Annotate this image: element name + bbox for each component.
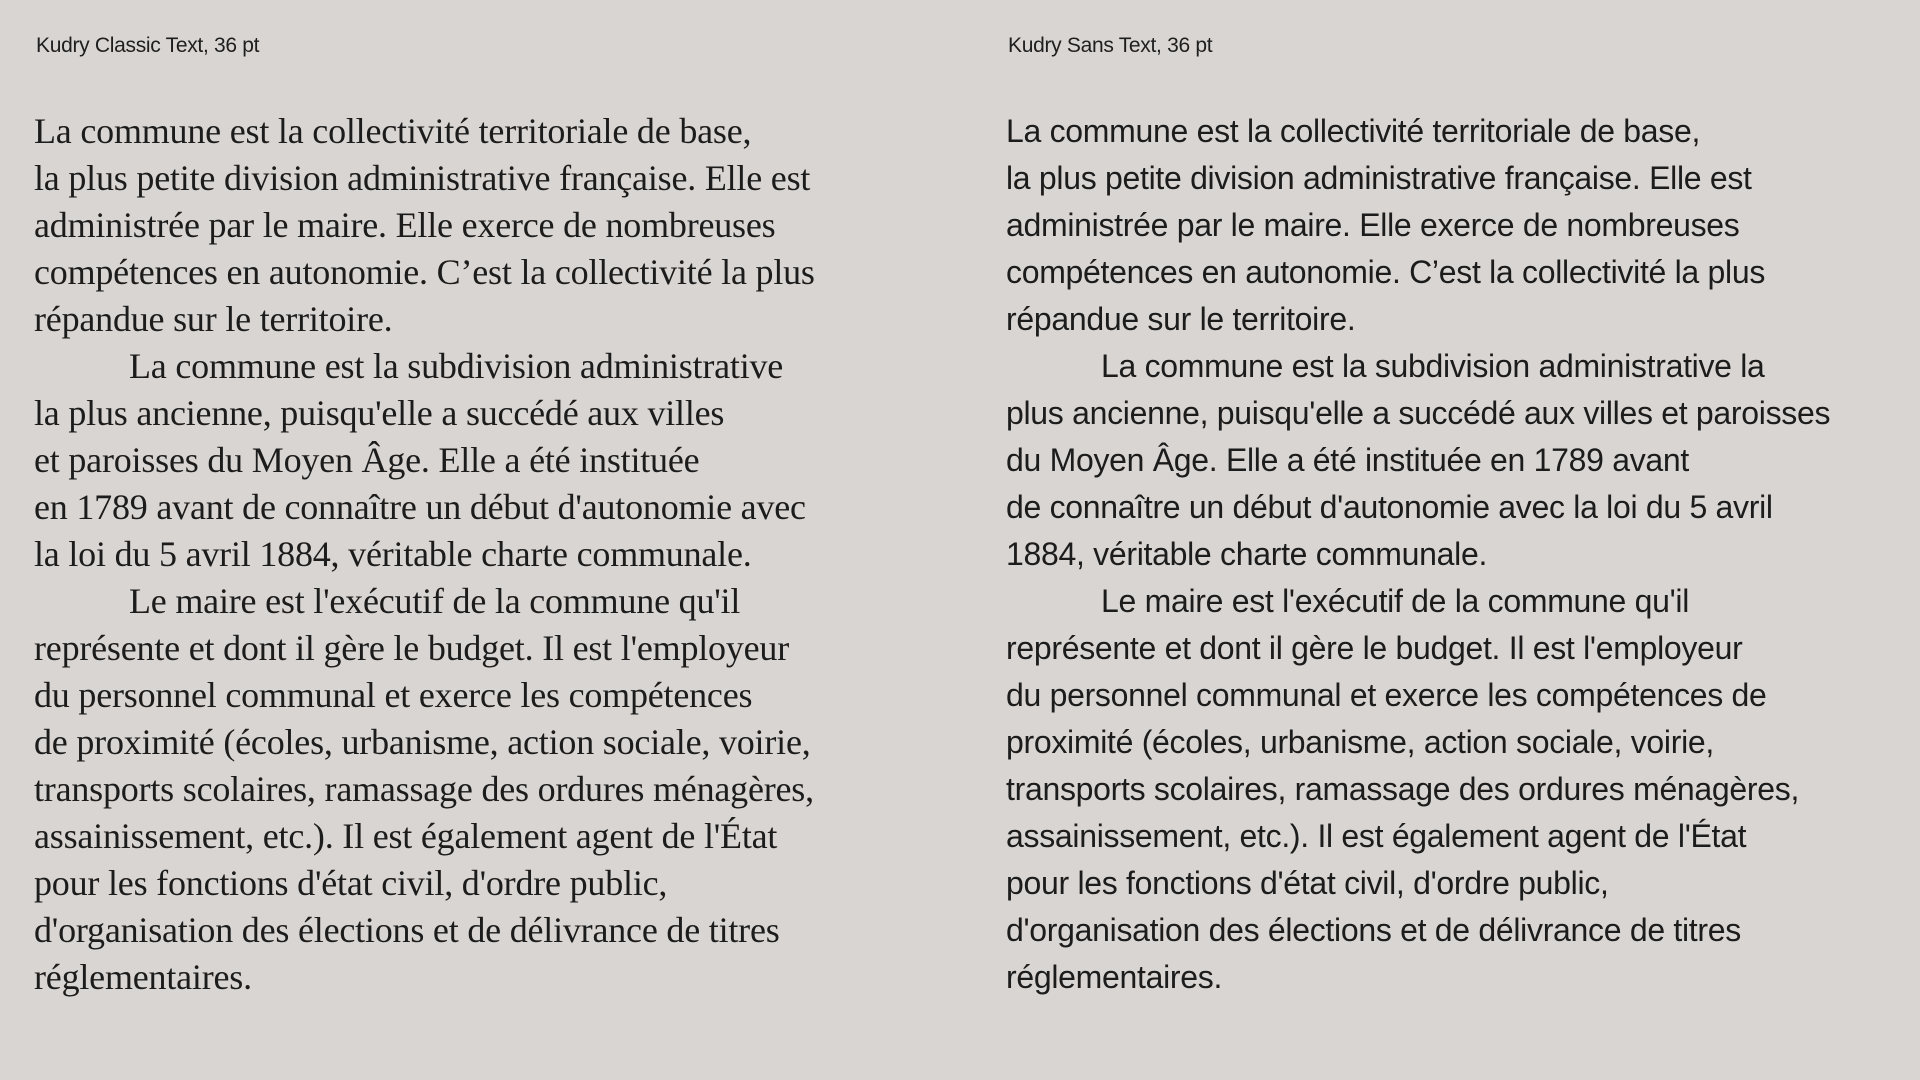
font-label: Kudry Classic Text, 36 pt — [36, 34, 260, 57]
text-line: répandue sur le territoire. — [1006, 301, 1356, 337]
text-line: plus ancienne, puisqu'elle a succédé aux villes et paroisses — [1006, 395, 1831, 431]
text-line: et paroisses du Moyen Âge. Elle a été instituée — [34, 440, 700, 480]
text-line: de proximité (écoles, urbanisme, action sociale, voirie, — [34, 722, 811, 762]
font-label: Kudry Sans Text, 36 pt — [1008, 34, 1213, 57]
text-line: d'organisation des élections et de délivrance de titres — [34, 910, 780, 950]
text-line: proximité (écoles, urbanisme, action sociale, voirie, — [1006, 724, 1714, 760]
text-line: réglementaires. — [34, 957, 252, 997]
text-line: transports scolaires, ramassage des ordures ménagères, — [34, 769, 814, 809]
text-line: réglementaires. — [1006, 959, 1223, 995]
text-line: La commune est la collectivité territoriale de base, — [1006, 113, 1701, 149]
text-line: en 1789 avant de connaître un début d'autonomie avec — [34, 487, 806, 527]
text-line: La commune est la subdivision administrative — [129, 346, 784, 386]
text-line: du Moyen Âge. Elle a été instituée en 1789 avant — [1006, 442, 1689, 478]
text-line: du personnel communal et exerce les compétences de — [1006, 677, 1767, 713]
text-line: la plus petite division administrative française. Elle est — [1006, 160, 1752, 196]
text-line: La commune est la collectivité territoriale de base, — [34, 111, 752, 151]
text-line: du personnel communal et exerce les compétences — [34, 675, 753, 715]
text-line: pour les fonctions d'état civil, d'ordre public, — [34, 863, 668, 903]
specimen-text — [34, 108, 815, 1001]
text-line: compétences en autonomie. C’est la collectivité la plus — [34, 252, 815, 292]
text-line: la loi du 5 avril 1884, véritable charte communale. — [34, 534, 752, 574]
text-line: représente et dont il gère le budget. Il est l'employeur — [1006, 630, 1743, 666]
text-line: représente et dont il gère le budget. Il est l'employeur — [34, 628, 790, 668]
text-line: transports scolaires, ramassage des ordures ménagères, — [1006, 771, 1800, 807]
text-line: Le maire est l'exécutif de la commune qu'il — [1101, 583, 1690, 619]
text-line: de connaître un début d'autonomie avec la loi du 5 avril — [1006, 489, 1773, 525]
text-line: Le maire est l'exécutif de la commune qu'il — [129, 581, 741, 621]
text-line: administrée par le maire. Elle exerce de nombreuses — [1006, 207, 1740, 243]
text-line: répandue sur le territoire. — [34, 299, 393, 339]
text-line: la plus petite division administrative française. Elle est — [34, 158, 811, 198]
text-line: assainissement, etc.). Il est également agent de l'État — [34, 816, 778, 856]
text-line: la plus ancienne, puisqu'elle a succédé aux villes — [34, 393, 725, 433]
text-line: pour les fonctions d'état civil, d'ordre public, — [1006, 865, 1609, 901]
text-line: 1884, véritable charte communale. — [1006, 536, 1488, 572]
text-line: assainissement, etc.). Il est également agent de l'État — [1006, 818, 1747, 854]
text-line: compétences en autonomie. C’est la collectivité la plus — [1006, 254, 1766, 290]
text-line: d'organisation des élections et de délivrance de titres — [1006, 912, 1741, 948]
text-line: La commune est la subdivision administrative la — [1101, 348, 1765, 384]
text-line: administrée par le maire. Elle exerce de nombreuses — [34, 205, 776, 245]
specimen-text — [1006, 108, 1830, 1001]
